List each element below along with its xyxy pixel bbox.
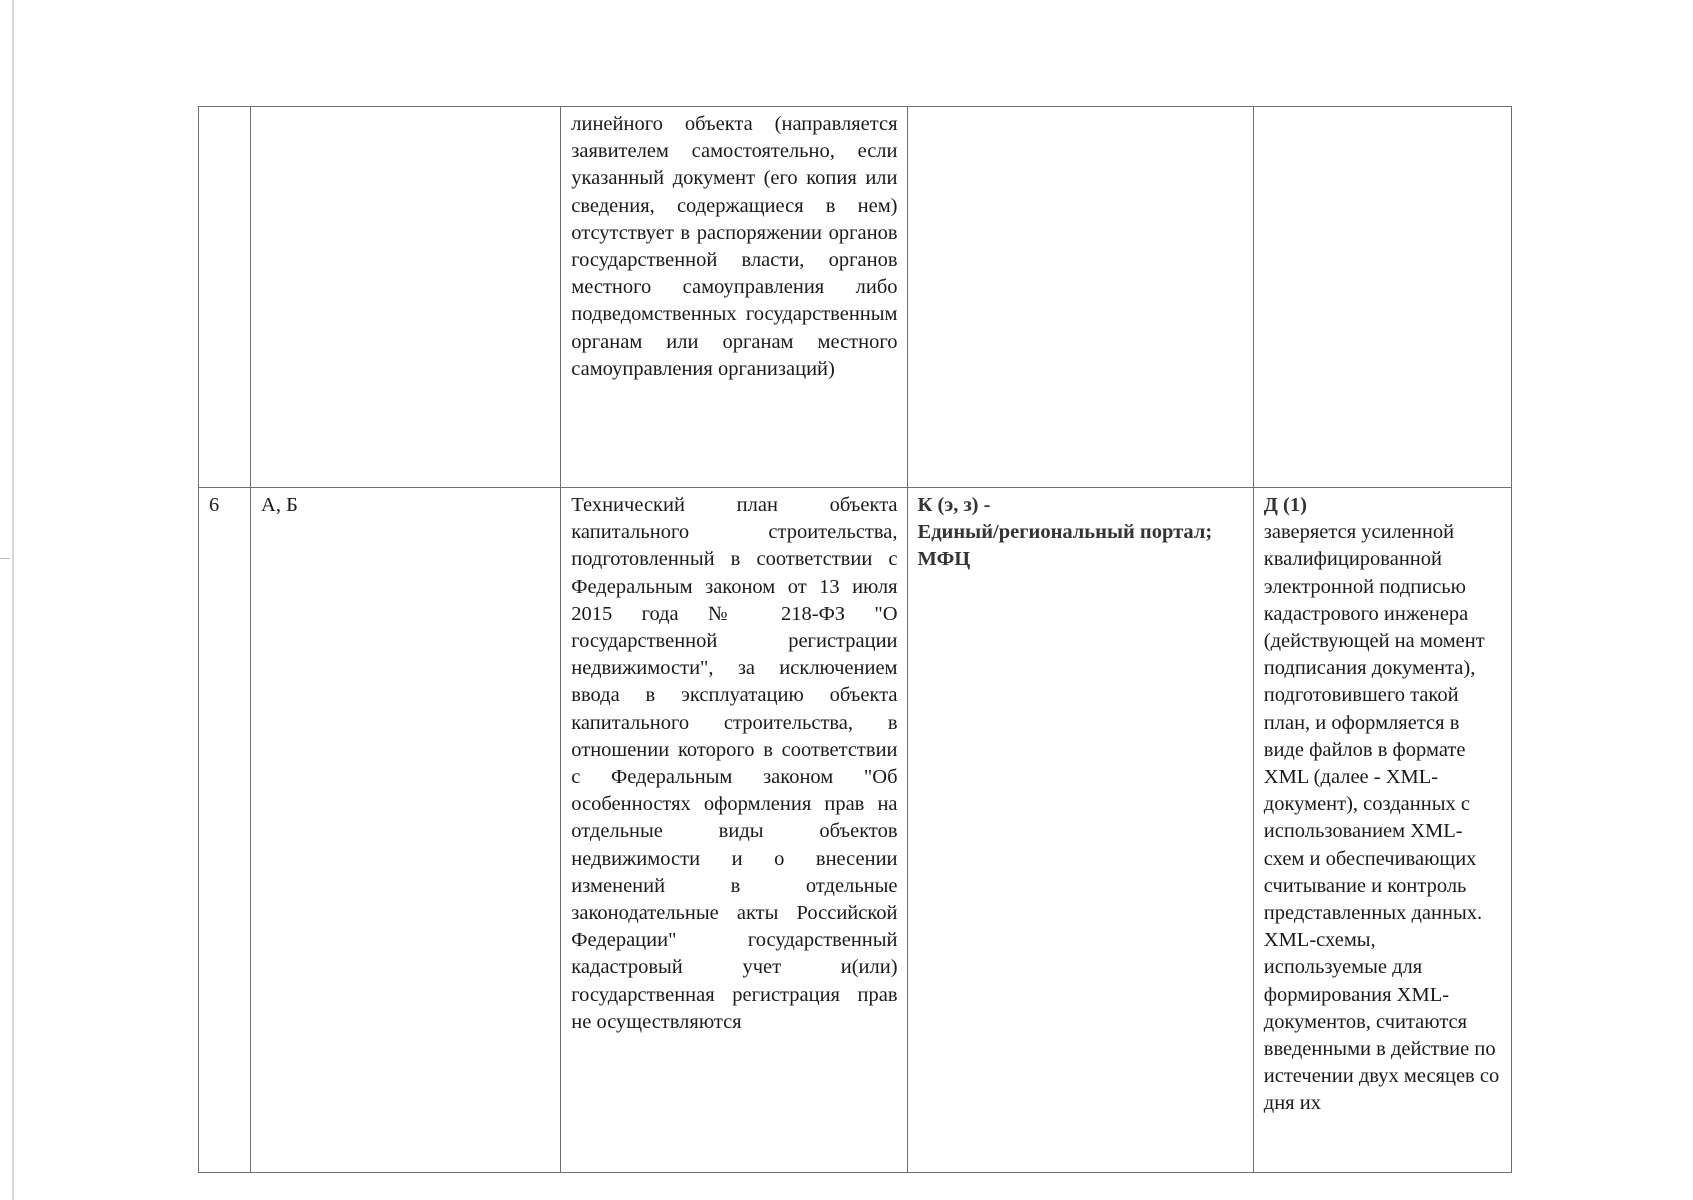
cell-number [199,107,251,488]
cell-form [907,107,1253,488]
scan-tick-mark [0,558,10,559]
requirements-heading: Д (1) [1263,494,1307,516]
requirements-text: заверяется усиленной квалифицированной электронной подписью кадастрового инженера (действующей на момент подписания документа), подготовившего такой план, и оформляется в виде файлов в формате XML (далее - XML-документ), созданных с использованием XML-схем и обеспечивающих считывание и контроль представленных данных. XML-схемы, используемые для формирования XML-документов, считаются введенными в действие по истечении двух месяцев со дня их [1263,521,1500,1115]
document-table [198,106,1512,1173]
cell-document-text: Технический план объекта капитального строительства, подготовленный в соответствии с Федеральным законом от 13 июля 2015 года № 218-ФЗ "О государственной регистрации недвижимости", за исключением ввода в эксплуатацию объекта капитального строительства, в отношении которого в соответствии с Федеральным законом "Об особенностях оформления прав на отдельные виды объектов недвижимости и о внесении изменений в отдельные законодательные акты Российской Федерации" государственный кадастровый учет и(или) государственная регистрация прав не осуществляются [561,488,907,1173]
table-row [199,488,1512,1173]
cell-requirements [1253,488,1511,1173]
form-line-2: Единый/региональный портал; МФЦ [917,521,1213,571]
form-line-1: К (э, з) - [917,494,991,516]
scan-edge [12,0,14,1200]
cell-categories: А, Б [251,488,561,1173]
cell-document-text: линейного объекта (направляется заявителем самостоятельно, если указанный документ (его копия или сведения, содержащиеся в нем) отсутствует в распоряжении органов государственной власти, органов местного самоуправления либо подведомственных государственным органам или органам местного самоуправления организаций) [561,107,907,488]
table-row [199,107,1512,488]
cell-number: 6 [199,488,251,1173]
cell-requirements [1253,107,1511,488]
cell-categories [251,107,561,488]
cell-form [907,488,1253,1173]
